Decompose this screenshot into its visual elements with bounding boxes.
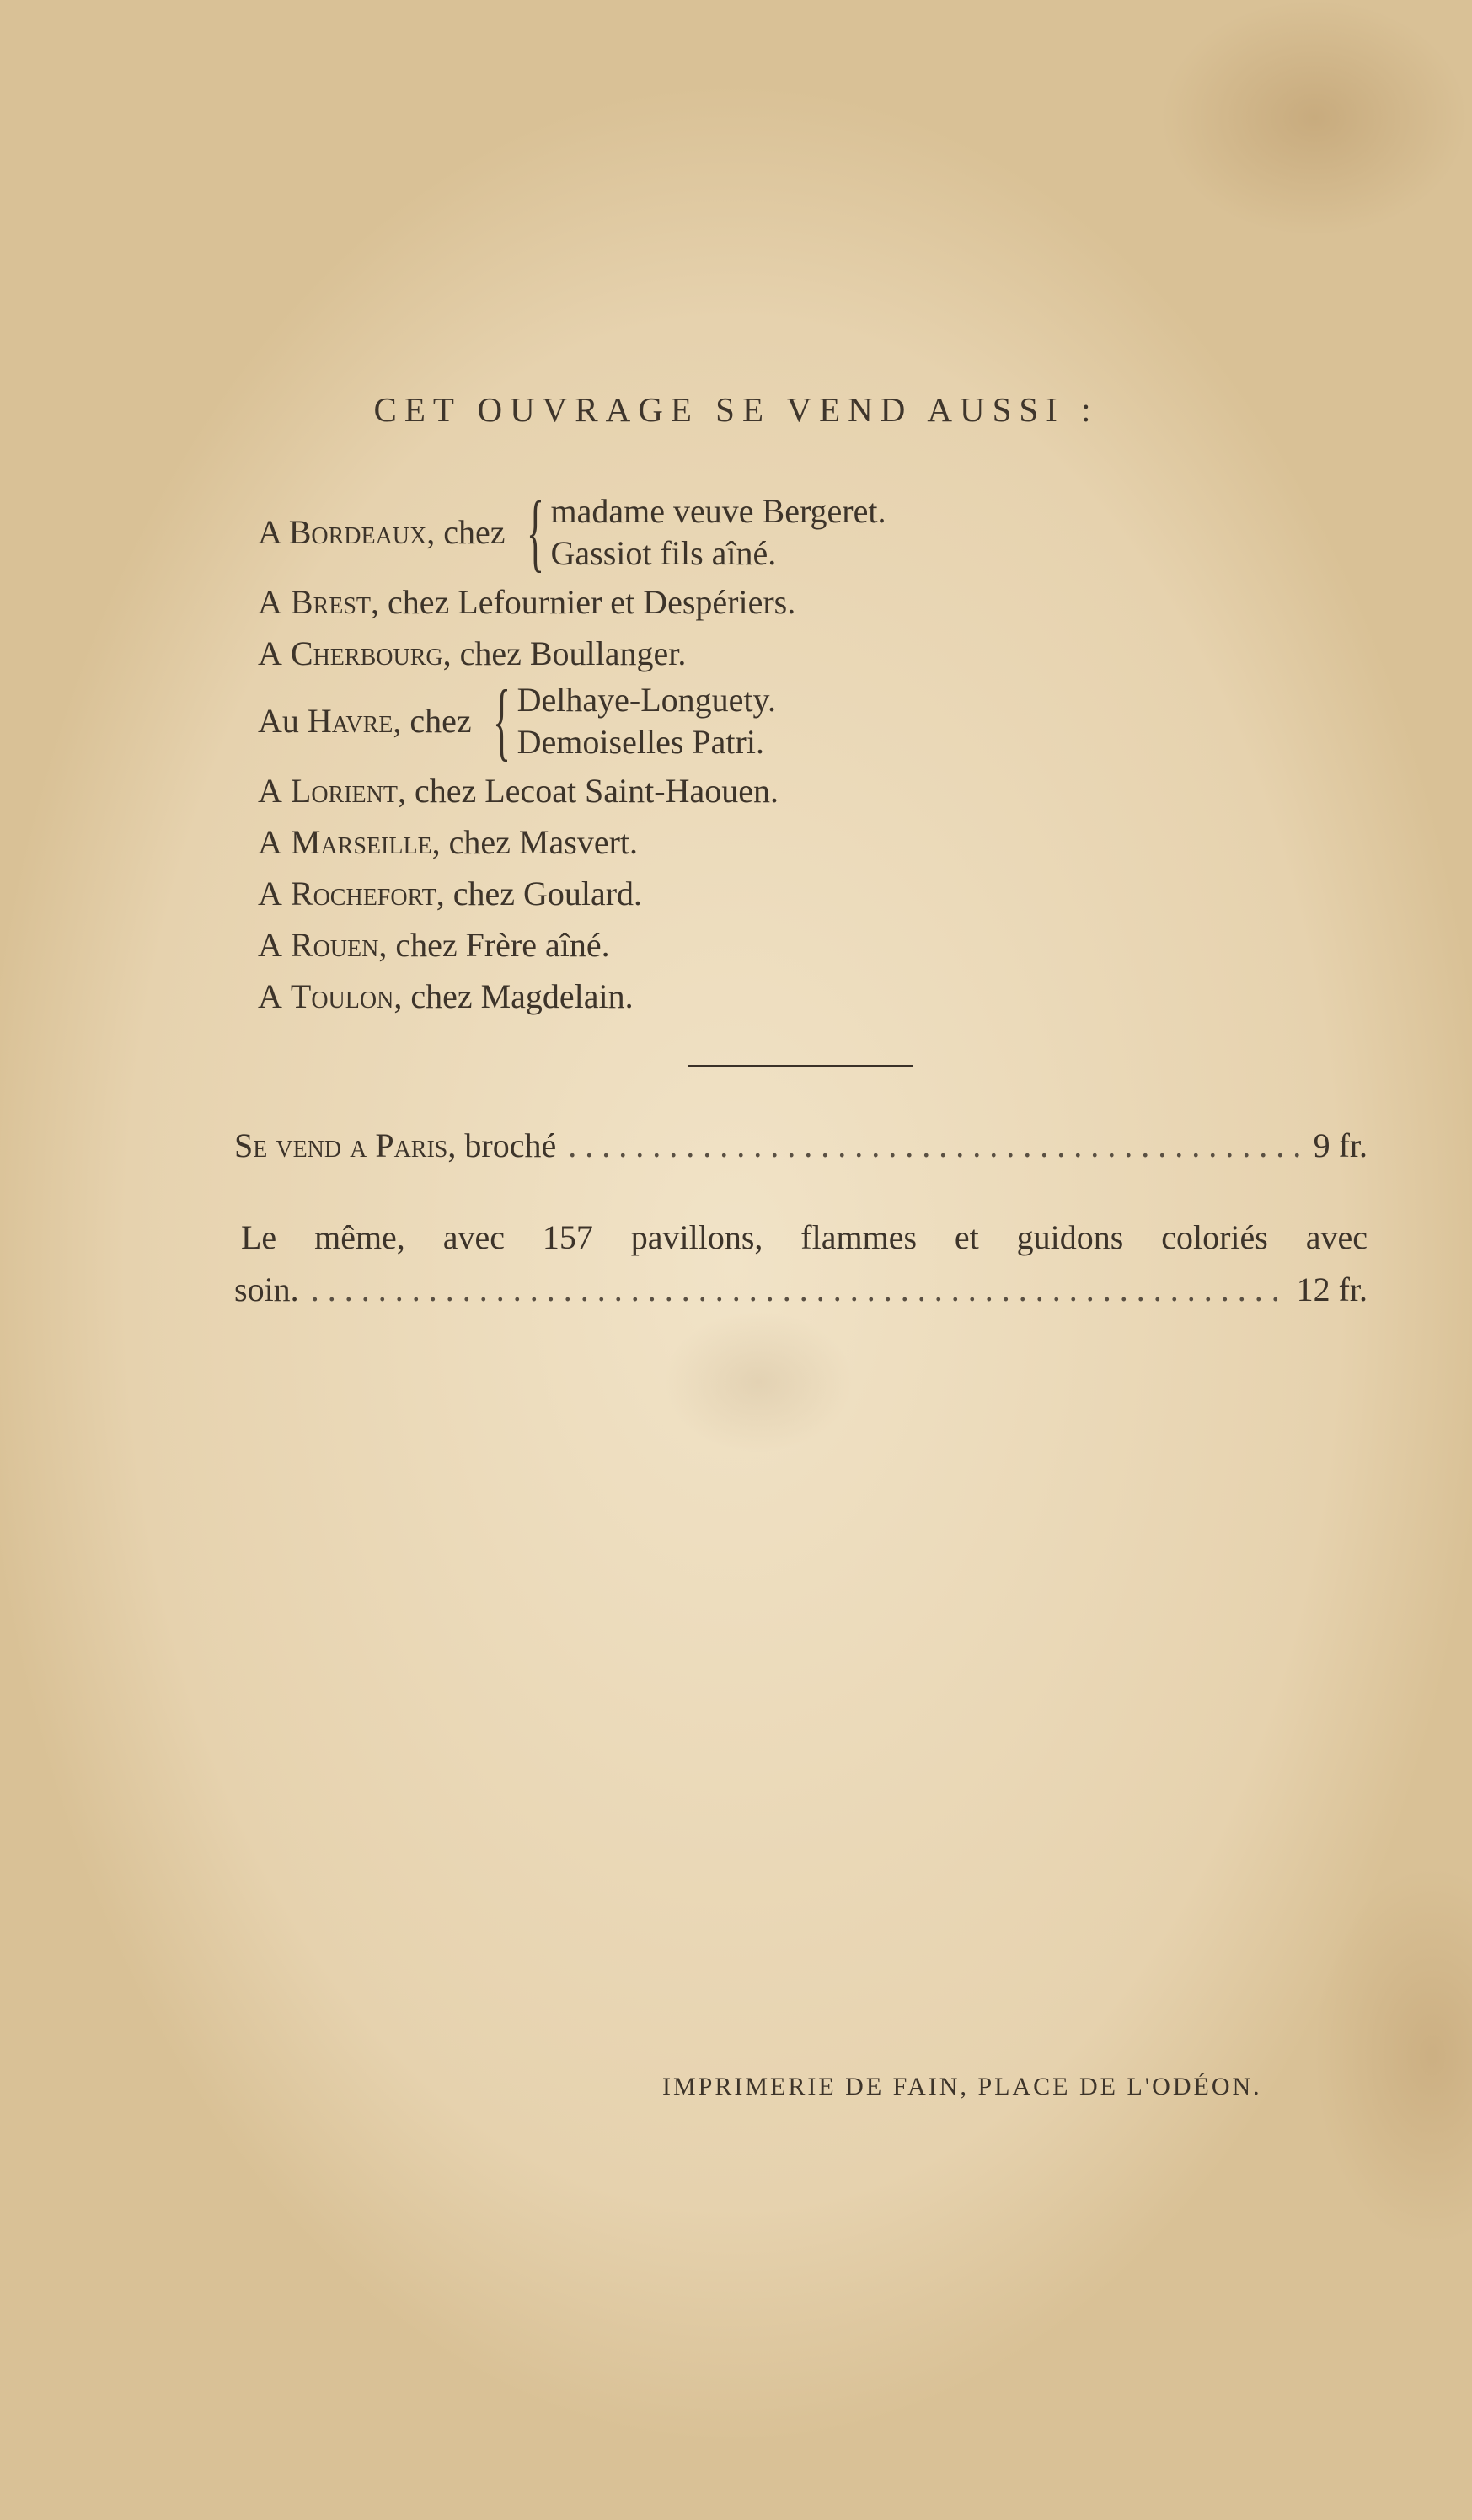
- seller-text: , chez Magdelain.: [393, 976, 634, 1015]
- seller-toulon: [258, 971, 1227, 1022]
- seller-name: Gassiot fils aîné.: [550, 534, 777, 572]
- seller-prefix: A: [258, 976, 282, 1015]
- price-value: 12 fr.: [1296, 1271, 1368, 1308]
- seller-havre-names: [517, 679, 776, 763]
- page-heading: CET OUVRAGE SE VEND AUSSI :: [373, 390, 1099, 429]
- seller-name: Demoiselles Patri.: [517, 723, 764, 761]
- brace-icon: {: [492, 672, 511, 769]
- seller-rouen: [258, 919, 1227, 971]
- divider-rule: [688, 1065, 913, 1067]
- seller-text: , chez Frère aîné.: [378, 925, 610, 964]
- seller-prefix: Au: [258, 702, 299, 740]
- seller-text: , chez Boullanger.: [442, 634, 687, 672]
- price-line-colored: [234, 1212, 1368, 1316]
- seller-text: , chez Goulard.: [436, 874, 643, 912]
- seller-prefix: A: [258, 925, 282, 964]
- seller-brest: [258, 576, 1227, 628]
- seller-city: Brest: [290, 582, 372, 621]
- seller-city: Rouen: [290, 925, 379, 964]
- seller-city: Havre: [307, 702, 393, 740]
- price-description-cont: soin.: [234, 1271, 299, 1308]
- dot-leader: [311, 1264, 1285, 1316]
- seller-prefix: A: [258, 634, 282, 672]
- seller-prefix: A: [258, 771, 282, 810]
- seller-prefix: A: [258, 582, 282, 621]
- seller-bordeaux-lead: [258, 513, 506, 552]
- seller-name: madame veuve Bergeret.: [550, 492, 886, 530]
- seller-havre-lead: [258, 702, 472, 741]
- seller-chez: , chez: [393, 702, 472, 740]
- price-line-colored-end: [234, 1264, 1368, 1316]
- seller-name: Delhaye-Longuety.: [517, 681, 776, 719]
- price-list: [234, 1126, 1368, 1316]
- brace-icon: {: [526, 484, 544, 581]
- seller-city: Rochefort: [290, 874, 436, 912]
- price-line-paris: [234, 1126, 1368, 1185]
- price-label: [234, 1126, 556, 1165]
- price-label-rest: , broché: [447, 1126, 557, 1164]
- seller-prefix: A: [258, 874, 282, 912]
- seller-rochefort: [258, 868, 1227, 919]
- seller-city: Cherbourg: [290, 634, 443, 672]
- price-value: 9 fr.: [1313, 1126, 1368, 1164]
- sellers-list: [258, 484, 1227, 1022]
- dot-leader: [568, 1126, 1301, 1165]
- seller-lorient: [258, 765, 1227, 816]
- seller-bordeaux: [258, 484, 1227, 581]
- seller-city: Marseille: [290, 822, 432, 861]
- seller-chez: , chez: [426, 513, 506, 551]
- seller-text: , chez Lefournier et Despériers.: [371, 582, 796, 621]
- seller-marseille: [258, 816, 1227, 868]
- seller-prefix: A: [258, 822, 282, 861]
- seller-havre: [258, 672, 1227, 769]
- seller-prefix: A: [258, 513, 281, 551]
- price-description: Le même, avec 157 pavillons, flammes et guidons coloriés avec: [241, 1218, 1368, 1256]
- price-label-sc: Se vend a Paris: [234, 1126, 448, 1164]
- seller-text: , chez Lecoat Saint-Haouen.: [397, 771, 779, 810]
- seller-city: Lorient: [290, 771, 398, 810]
- seller-city: Toulon: [290, 976, 394, 1015]
- seller-bordeaux-names: [551, 490, 886, 575]
- seller-text: , chez Masvert.: [431, 822, 639, 861]
- printer-imprint: IMPRIMERIE DE FAIN, PLACE DE L'ODÉON.: [662, 2073, 1262, 2100]
- seller-city: Bordeaux: [288, 513, 427, 551]
- seller-cherbourg: [258, 628, 1227, 679]
